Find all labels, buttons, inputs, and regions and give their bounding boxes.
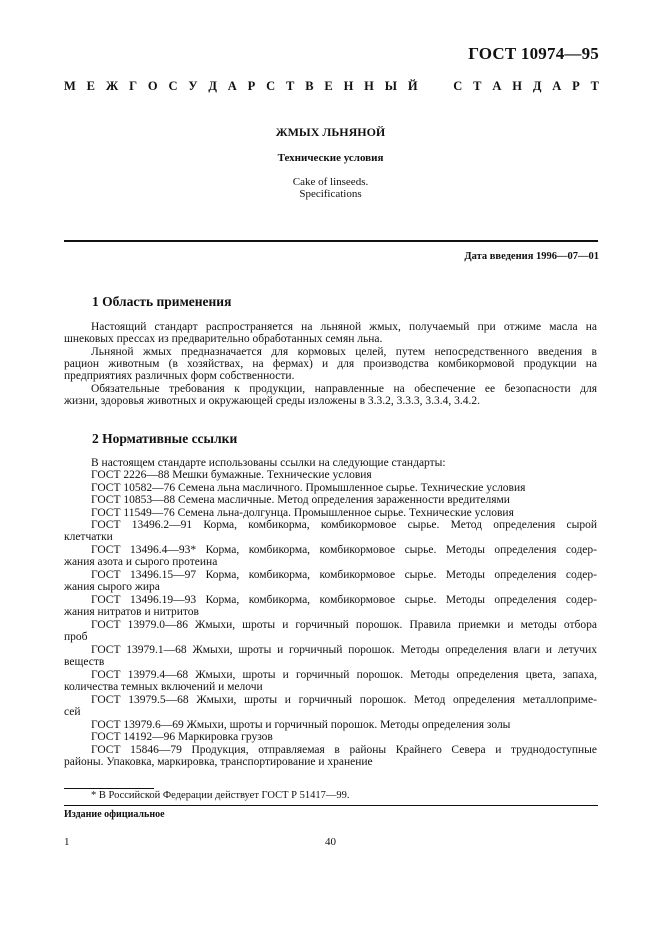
banner-letter: Р [572, 79, 580, 93]
text-line: ГОСТ 13496.2—91 Корма, комбикорма, комбикормовое сырье. Метод определения сырой [91, 519, 597, 531]
text-line: ГОСТ 13979.4—68 Жмыхи, шроты и горчичный порошок. Методы определения цвета, запаха, [91, 669, 597, 681]
text-line: ГОСТ 2226—88 Мешки бумажные. Технические условия [91, 469, 372, 481]
section-heading-references: 2 Нормативные ссылки [92, 431, 238, 446]
text-line: жания нитратов и нитритов [64, 606, 199, 618]
banner-letter: Ж [105, 79, 119, 93]
text-line: ГОСТ 10853—88 Семена масличные. Метод определения зараженности вредителями [91, 494, 510, 506]
text-line: Обязательные требования к продукции, направленные на обеспечение ее безопасности для [91, 383, 597, 395]
banner-letter: В [305, 79, 314, 93]
banner-letter: А [552, 79, 562, 93]
banner-letter: Р [247, 79, 256, 93]
text-line: ГОСТ 13496.15—97 Корма, комбикорма, комбикормовое сырье. Методы определения содер- [91, 569, 597, 581]
text-line: жания азота и сырого протеина [64, 556, 218, 568]
text-line: ГОСТ 11549—76 Семена льна-долгунца. Промышленное сырье. Технические условия [91, 507, 514, 519]
banner-letter: М [64, 79, 76, 93]
text-line: районы. Упаковка, маркировка, транспортирование и хранение [64, 756, 373, 768]
text-line: ГОСТ 13979.6—69 Жмыхи, шроты и горчичный порошок. Методы определения золы [91, 719, 511, 731]
introduction-date: Дата введения 1996—07—01 [464, 251, 599, 262]
banner-letter: Е [324, 79, 333, 93]
banner-letter: Д [208, 79, 217, 93]
banner-letter: С [168, 79, 178, 93]
text-line: количества темных включений и мелочи [64, 681, 263, 693]
banner-letter: Т [473, 79, 482, 93]
english-title-line: Specifications [299, 188, 362, 200]
footnote: * В Российской Федерации действует ГОСТ Р 51417—99. [91, 790, 350, 801]
edition-divider [64, 805, 598, 806]
page-number: 40 [325, 836, 336, 848]
interstate-standard-banner [64, 79, 599, 94]
text-line: шнековых прессах из предварительно обработанных семян льна. [64, 333, 383, 345]
text-line: Льняной жмых предназначается для кормовых целей, путем непосредственного введения в [91, 346, 597, 358]
text-line: Настоящий стандарт распространяется на льняной жмых, получаемый при отжиме масла на [91, 321, 597, 333]
edition-label: Издание официальное [64, 809, 165, 820]
banner-letter: Ы [384, 79, 398, 93]
text-line: рацион животным (в хозяйствах, на фермах) и для производства комбикормовой продукции на [64, 358, 597, 370]
text-line: предприятиях различных форм собственности. [64, 370, 295, 382]
text-line: ГОСТ 15846—79 Продукция, отправляемая в районы Крайнего Севера и труднодоступные [91, 744, 597, 756]
text-line: проб [64, 631, 88, 643]
banner-letter: Й [407, 79, 418, 93]
section-heading-scope: 1 Область применения [92, 294, 232, 309]
banner-letter: Д [532, 79, 542, 93]
document-title: ЖМЫХ ЛЬНЯНОЙ [275, 125, 386, 139]
text-line: жания сырого жира [64, 581, 160, 593]
text-line: жизни, здоровья животных и окружающей среды изложены в 3.3.2, 3.3.3, 3.3.4, 3.4.2. [64, 395, 480, 407]
document-subtitle: Технические условия [277, 152, 384, 164]
text-line: веществ [64, 656, 105, 668]
text-line: ГОСТ 14192—96 Маркировка грузов [91, 731, 273, 743]
banner-letter: А [227, 79, 237, 93]
text-line: ГОСТ 13979.1—68 Жмыхи, шроты и горчичный порошок. Методы определения влаги и летучих [91, 644, 597, 656]
page-index: 1 [64, 836, 70, 848]
banner-letter: О [147, 79, 158, 93]
text-line: сей [64, 706, 81, 718]
banner-letter: У [188, 79, 198, 93]
text-line: ГОСТ 10582—76 Семена льна масличного. Промышленное сырье. Технические условия [91, 482, 526, 494]
text-line: ГОСТ 13496.4—93* Корма, комбикорма, комбикормовое сырье. Методы определения содер- [91, 544, 597, 556]
banner-letter: Т [286, 79, 295, 93]
banner-letter: С [453, 79, 463, 93]
text-line: ГОСТ 13496.19—93 Корма, комбикорма, комбикормовое сырье. Методы определения содер- [91, 594, 597, 606]
banner-letter: А [492, 79, 502, 93]
text-line: ГОСТ 13979.0—86 Жмыхи, шроты и горчичный порошок. Правила приемки и методы отбора [91, 619, 597, 631]
header-divider [64, 240, 598, 242]
banner-letter: Е [86, 79, 95, 93]
banner-letter: Н [512, 79, 522, 93]
banner-letter: Г [129, 79, 138, 93]
banner-letter: Т [590, 79, 599, 93]
banner-gap [428, 79, 442, 94]
text-line: В настоящем стандарте использованы ссылки на следующие стандарты: [91, 457, 446, 469]
text-line: клетчатки [64, 531, 113, 543]
banner-letter: Н [343, 79, 354, 93]
english-title-line: Cake of linseeds. [292, 176, 369, 188]
banner-letter: С [266, 79, 276, 93]
footnote-divider [64, 788, 154, 789]
standard-code: ГОСТ 10974—95 [468, 44, 599, 63]
english-title [0, 176, 661, 200]
text-line: ГОСТ 13979.5—68 Жмыхи, шроты и горчичный порошок. Метод определения металлопримe- [91, 694, 597, 706]
banner-letter: Н [364, 79, 374, 93]
